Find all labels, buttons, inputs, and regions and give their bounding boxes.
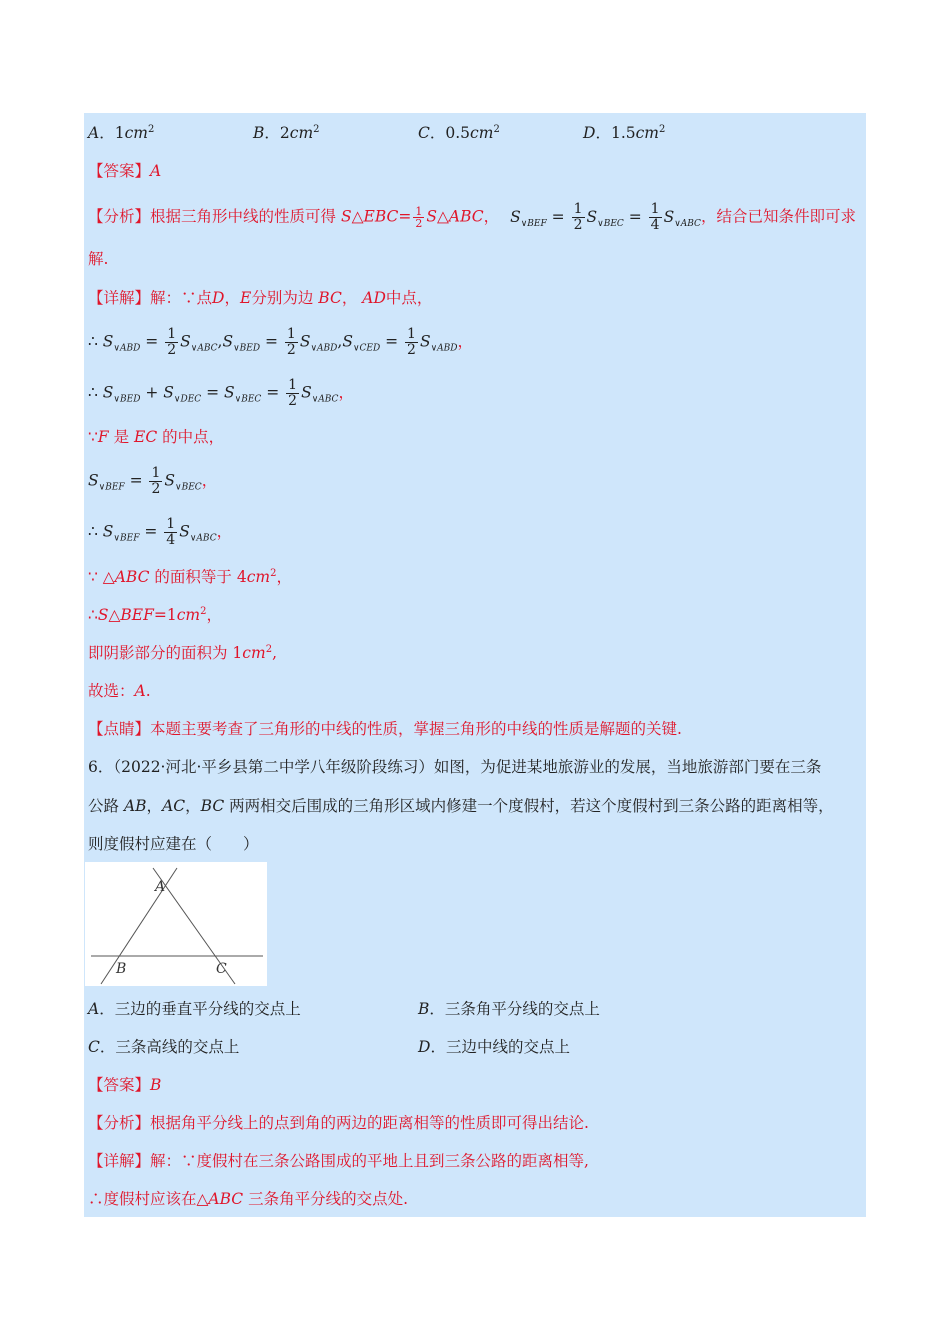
figure-label-b: B	[116, 961, 127, 977]
q5-math-line-4: ∴ $S_{\vee BEF}$ = $\frac{1}{4}$ $S_{\vee ABC}$，	[88, 516, 233, 548]
q6-stem-line-3: 则度假村应建在（ ）	[88, 835, 259, 853]
q5-option-c: C．$0.5cm^2$	[418, 124, 500, 142]
q5-analysis-end: 解.	[88, 250, 109, 268]
q6-option-b: B．三条角平分线的交点上	[418, 1000, 600, 1018]
q6-analysis: 【分析】根据角平分线上的点到角的两边的距离相等的性质即可得出结论.	[88, 1114, 589, 1132]
q5-f-midpoint: ∵F 是 EC 的中点，	[88, 428, 225, 446]
figure-label-a: A	[155, 879, 166, 895]
triangle-roads-figure	[85, 862, 267, 986]
q6-answer: 【答案】B	[88, 1076, 162, 1094]
q5-math-line-2: ∴ $S_{\vee BED} + S_{\vee DEC} = S_{\vee BEC}$ = $\frac{1}{2}$ $S_{\vee ABC}$，	[88, 377, 354, 409]
q5-area-given: ∵ △ABC 的面积等于 $4cm^2$，	[88, 568, 292, 586]
q6-stem-line-1: 6．（2022·河北·平乡县第二中学八年级阶段练习）如图，为促进某地旅游业的发展，当地旅游部门要在三条	[88, 758, 822, 776]
q6-option-a: A．三边的垂直平分线的交点上	[88, 1000, 301, 1018]
q5-answer: 【答案】A	[88, 162, 162, 180]
q6-option-d: D．三边中线的交点上	[418, 1038, 570, 1056]
q5-choose: 故选：A.	[88, 682, 151, 700]
q6-stem-line-2: 公路 AB，AC，BC 两两相交后围成的三角形区域内修建一个度假村，若这个度假村到三条公路的距离相等，	[88, 797, 834, 815]
q5-option-a: A．$1cm^2$	[88, 124, 155, 142]
figure-label-c: C	[216, 961, 227, 977]
q5-analysis: 【分析】根据三角形中线的性质可得 S△EBC= $\frac{1}{2}$ S△ABC， $S_{\vee BEF}$ = $\frac{1}{2}$ $S_{\vee BEC}$ = $\frac{1}{4}$ $S_{\vee ABC}$，结合已知条件即可求	[88, 201, 856, 233]
q5-math-line-3: $S_{\vee BEF}$ = $\frac{1}{2}$ $S_{\vee BEC}$，	[88, 465, 218, 497]
q5-detail-intro: 【详解】解：∵点D，E分别为边 BC， AD中点，	[88, 289, 433, 307]
q5-math-line-1: ∴ $S_{\vee ABD}$ = $\frac{1}{2}$ $S_{\vee ABC},S_{\vee BED}$ = $\frac{1}{2}$ $S_{\vee ABD},S_{\vee CED}$ = $\frac{1}{2}$ $S_{\vee ABD}$，	[88, 326, 474, 358]
q6-detail-conclusion: ∴度假村应该在△ABC 三条角平分线的交点处.	[88, 1190, 409, 1208]
q6-option-c: C．三条高线的交点上	[88, 1038, 240, 1056]
q5-bef-area: $\therefore S\triangle BEF=1cm^2$，	[88, 606, 223, 624]
q5-option-b: B．$2cm^2$	[253, 124, 320, 142]
q5-option-d: D．$1.5cm^2$	[583, 124, 666, 142]
q6-detail: 【详解】解：∵度假村在三条公路围成的平地上且到三条公路的距离相等,	[88, 1152, 589, 1170]
q5-comment: 【点睛】本题主要考查了三角形的中线的性质，掌握三角形的中线的性质是解题的关键.	[88, 720, 682, 738]
q5-shadow-area: 即阴影部分的面积为 $1cm^2$,	[88, 644, 277, 662]
